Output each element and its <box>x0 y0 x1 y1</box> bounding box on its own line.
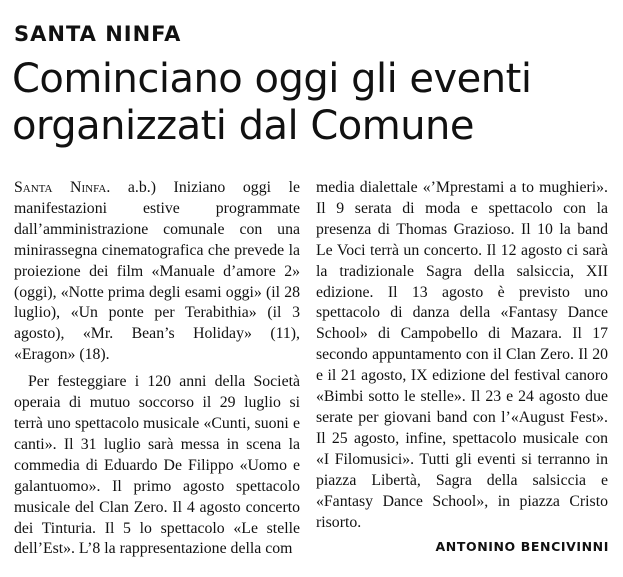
paragraph-2-left: Per festeggiare i 120 anni della Società operaia di mutuo soccorso il 29 luglio si terrà uno spettacolo musicale «Cunti, suoni e canti». Il 31 luglio sarà messa in scena la commedia di Eduardo De Filippo «Uomo e galantuomo». Il primo agosto spettacolo musicale del Clan Zero. Il 4 agosto concerto dei Tinturia. Il 5 lo spettacolo «Le stelle dell’Est». L’8 la rappresentazione della com <box>14 373 300 558</box>
column-left <box>14 178 300 560</box>
dateline: Santa Ninfa. <box>14 179 111 196</box>
paragraph-1 <box>14 178 300 366</box>
column-right <box>316 178 608 533</box>
paragraph-2-right: media dialettale «’Mprestami a to mughieri». Il 9 serata di moda e spettacolo con la presenza di Thomas Grazioso. Il 10 la band Le Voci terrà un concerto. Il 12 agosto ci sarà la tradizionale Sagra della salsiccia, XII edizione. Il 13 agosto è previsto uno spettacolo di danza della «Fantasy Dance School» di Campobello di Mazara. Il 17 secondo appuntamento con il Clan Zero. Il 20 e il 21 agosto, IX edizione del festival canoro «Bimbi sotto le stelle». Il 23 e 24 agosto due serate per giovani band con l’«August Fest». Il 25 agosto, infine, spettacolo musicale con «I Filomusici». Tutti gli eventi si terranno in piazza Libertà, Sagra della salsiccia e «Fantasy Dance School», in piazza Cristo risorto. <box>316 179 608 531</box>
byline: ANTONINO BENCIVINNI <box>435 539 609 554</box>
headline <box>12 56 612 150</box>
headline-line-2: organizzati dal Comune <box>12 103 475 149</box>
paragraph-1-body: a.b.) Iniziano oggi le manifestazioni estive programmate dall’amministrazione comunale con una minirassegna cinematografica che prevede la proiezione dei film «Manuale d’amore 2» (oggi), «Notte prima degli esami oggi» (il 28 luglio), «Un ponte per Terabithia» (il 3 agosto), «Mr. Bean’s Holiday» (11), «Eragon» (18). <box>14 179 301 364</box>
section-kicker: SANTA NINFA <box>14 22 182 46</box>
headline-line-1: Cominciano oggi gli eventi <box>12 56 532 102</box>
